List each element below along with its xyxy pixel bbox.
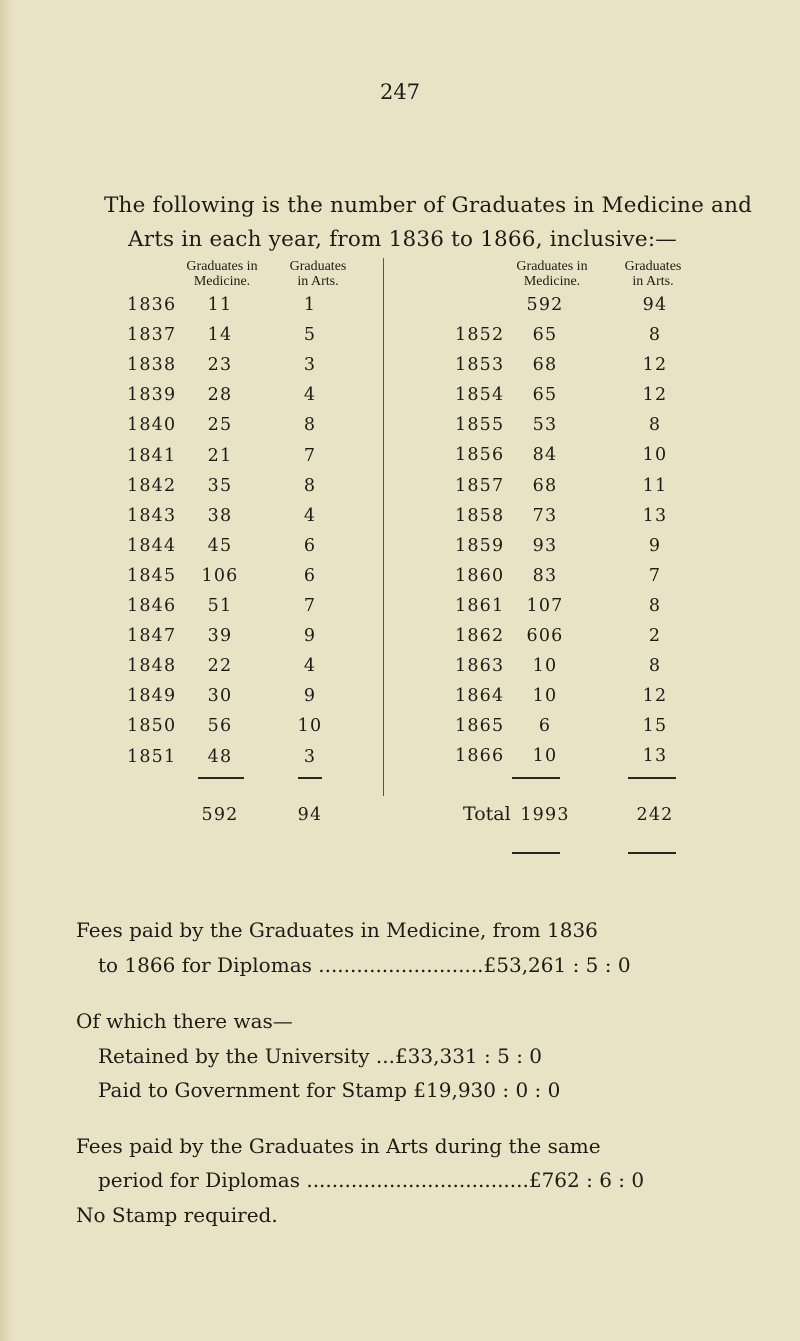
row-arts: 1 — [303, 295, 317, 315]
header-medicine-line1: Graduates in — [516, 259, 588, 274]
row-arts: 9 — [648, 535, 662, 556]
row-year: 1860 — [455, 565, 505, 586]
row-medicine: 65 — [532, 325, 558, 345]
row-arts: 7 — [303, 445, 317, 466]
row-year: 1840 — [127, 415, 177, 436]
page-edge — [0, 0, 14, 1341]
header-medicine-line1: Graduates in — [186, 259, 258, 274]
sum-rule-right-medicine — [512, 777, 560, 779]
row-arts: 13 — [642, 505, 668, 526]
row-medicine: 10 — [532, 746, 558, 767]
row-year: 1866 — [455, 746, 505, 767]
row-medicine: 56 — [207, 716, 233, 737]
row-medicine: 53 — [532, 415, 558, 436]
row-medicine: 30 — [207, 686, 233, 707]
row-year: 1861 — [455, 595, 505, 616]
header-arts-right — [608, 259, 698, 289]
row-year: 1859 — [455, 535, 505, 556]
row-arts: 4 — [303, 505, 317, 526]
row-medicine: 93 — [532, 535, 558, 556]
sum-rule-left-medicine — [198, 777, 244, 779]
row-year: 1855 — [455, 415, 505, 436]
header-arts-left — [276, 259, 360, 289]
row-year: 1850 — [127, 716, 177, 737]
row-year: 1837 — [127, 325, 177, 346]
row-year: 1845 — [127, 565, 177, 586]
row-year: 1856 — [455, 445, 505, 466]
row-year: 1853 — [455, 355, 505, 376]
page-number: 247 — [379, 80, 421, 104]
row-year: 1844 — [127, 535, 177, 556]
row-medicine: 45 — [207, 535, 233, 556]
row-arts: 12 — [642, 686, 668, 707]
row-medicine: 28 — [207, 385, 233, 406]
row-arts: 6 — [303, 565, 317, 586]
fees-government-stamp: Paid to Government for Stamp £19,930 : 0 : 0 — [98, 1078, 561, 1102]
row-arts: 9 — [303, 686, 317, 707]
row-medicine: 106 — [201, 565, 239, 586]
row-medicine: 51 — [207, 596, 233, 616]
row-arts: 10 — [297, 716, 323, 737]
row-medicine: 38 — [207, 505, 233, 526]
row-year: 1839 — [127, 385, 177, 406]
row-arts: 13 — [642, 746, 668, 767]
row-medicine: 606 — [526, 626, 564, 646]
row-arts: 8 — [303, 415, 317, 436]
row-arts: 12 — [642, 355, 668, 376]
right-total-medicine: 1993 — [520, 805, 570, 825]
row-arts: 11 — [642, 475, 668, 496]
left-total-medicine: 592 — [201, 805, 239, 825]
row-year: 1847 — [127, 626, 177, 647]
row-year: 1836 — [127, 295, 177, 315]
row-medicine: 22 — [207, 656, 233, 677]
row-arts: 8 — [648, 415, 662, 436]
column-divider — [383, 258, 384, 796]
row-year: 1858 — [455, 505, 505, 526]
row-year: 1864 — [455, 686, 505, 707]
row-medicine: 35 — [207, 475, 233, 496]
row-medicine: 65 — [532, 385, 558, 406]
fees-retained: Retained by the University ...£33,331 : 5 : 0 — [98, 1044, 543, 1068]
header-medicine-left — [170, 259, 274, 289]
header-medicine-line2: Medicine. — [193, 274, 251, 289]
left-total-arts: 94 — [297, 805, 323, 825]
row-year: 1841 — [127, 445, 177, 466]
fees-no-stamp: No Stamp required. — [76, 1203, 278, 1227]
row-medicine: 68 — [532, 475, 558, 496]
row-year: 1862 — [455, 626, 505, 646]
header-medicine-line2: Medicine. — [523, 274, 581, 289]
row-arts: 4 — [303, 385, 317, 406]
row-arts: 7 — [303, 596, 317, 616]
row-arts: 8 — [648, 595, 662, 616]
row-arts: 10 — [642, 445, 668, 466]
row-year: 1863 — [455, 656, 505, 677]
row-arts: 2 — [648, 626, 662, 646]
sum-rule-right-arts — [628, 777, 676, 779]
sum-rule-bottom-medicine — [512, 852, 560, 854]
row-year: 1851 — [127, 746, 177, 767]
row-arts: 3 — [303, 355, 317, 376]
row-arts: 6 — [303, 535, 317, 556]
row-arts: 8 — [303, 475, 317, 496]
row-medicine: 10 — [532, 686, 558, 707]
row-medicine: 21 — [207, 445, 233, 466]
header-arts-line1: Graduates — [289, 259, 347, 274]
header-arts-line1: Graduates — [624, 259, 682, 274]
row-medicine: 6 — [538, 716, 552, 737]
row-arts: 8 — [648, 325, 662, 345]
carried-medicine: 592 — [526, 295, 564, 315]
header-arts-line2: in Arts. — [632, 274, 674, 289]
row-medicine: 73 — [532, 505, 558, 526]
row-year: 1848 — [127, 656, 177, 677]
row-medicine: 25 — [207, 415, 233, 436]
row-year: 1852 — [455, 325, 505, 345]
row-year: 1849 — [127, 686, 177, 707]
row-medicine: 23 — [207, 355, 233, 376]
row-medicine: 11 — [207, 295, 233, 315]
row-year: 1865 — [455, 716, 505, 737]
fees-of-which: Of which there was— — [76, 1009, 293, 1033]
row-medicine: 39 — [207, 626, 233, 647]
sum-rule-left-arts — [298, 777, 322, 779]
row-year: 1846 — [127, 596, 177, 616]
row-arts: 12 — [642, 385, 668, 406]
intro-line-2: Arts in each year, from 1836 to 1866, inclusive:— — [128, 227, 677, 252]
row-arts: 5 — [303, 325, 317, 346]
fees-medicine-line-1: Fees paid by the Graduates in Medicine, from 1836 — [76, 918, 598, 942]
row-arts: 3 — [303, 746, 317, 767]
fees-arts-line-2: period for Diplomas ...................................£762 : 6 : 0 — [98, 1168, 645, 1192]
row-year: 1857 — [455, 475, 505, 496]
row-arts: 9 — [303, 626, 317, 647]
carried-arts: 94 — [642, 295, 668, 315]
row-medicine: 14 — [207, 325, 233, 346]
right-total-arts: 242 — [636, 805, 674, 825]
intro-line-1: The following is the number of Graduates in Medicine and — [104, 193, 753, 218]
sum-rule-bottom-arts — [628, 852, 676, 854]
row-medicine: 10 — [532, 656, 558, 677]
row-medicine: 48 — [207, 746, 233, 767]
row-arts: 4 — [303, 656, 317, 677]
header-arts-line2: in Arts. — [297, 274, 339, 289]
right-total-label: Total — [463, 803, 511, 825]
row-year: 1838 — [127, 355, 177, 376]
row-arts: 15 — [642, 716, 668, 737]
row-arts: 7 — [648, 565, 662, 586]
row-medicine: 83 — [532, 565, 558, 586]
row-medicine: 107 — [526, 595, 564, 616]
row-year: 1843 — [127, 505, 177, 526]
row-medicine: 84 — [532, 445, 558, 466]
row-medicine: 68 — [532, 355, 558, 376]
fees-arts-line-1: Fees paid by the Graduates in Arts during the same — [76, 1134, 601, 1158]
header-medicine-right — [500, 259, 604, 289]
row-year: 1854 — [455, 385, 505, 406]
fees-medicine-line-2: to 1866 for Diplomas ..........................£53,261 : 5 : 0 — [98, 953, 631, 977]
row-year: 1842 — [127, 475, 177, 496]
row-arts: 8 — [648, 656, 662, 677]
